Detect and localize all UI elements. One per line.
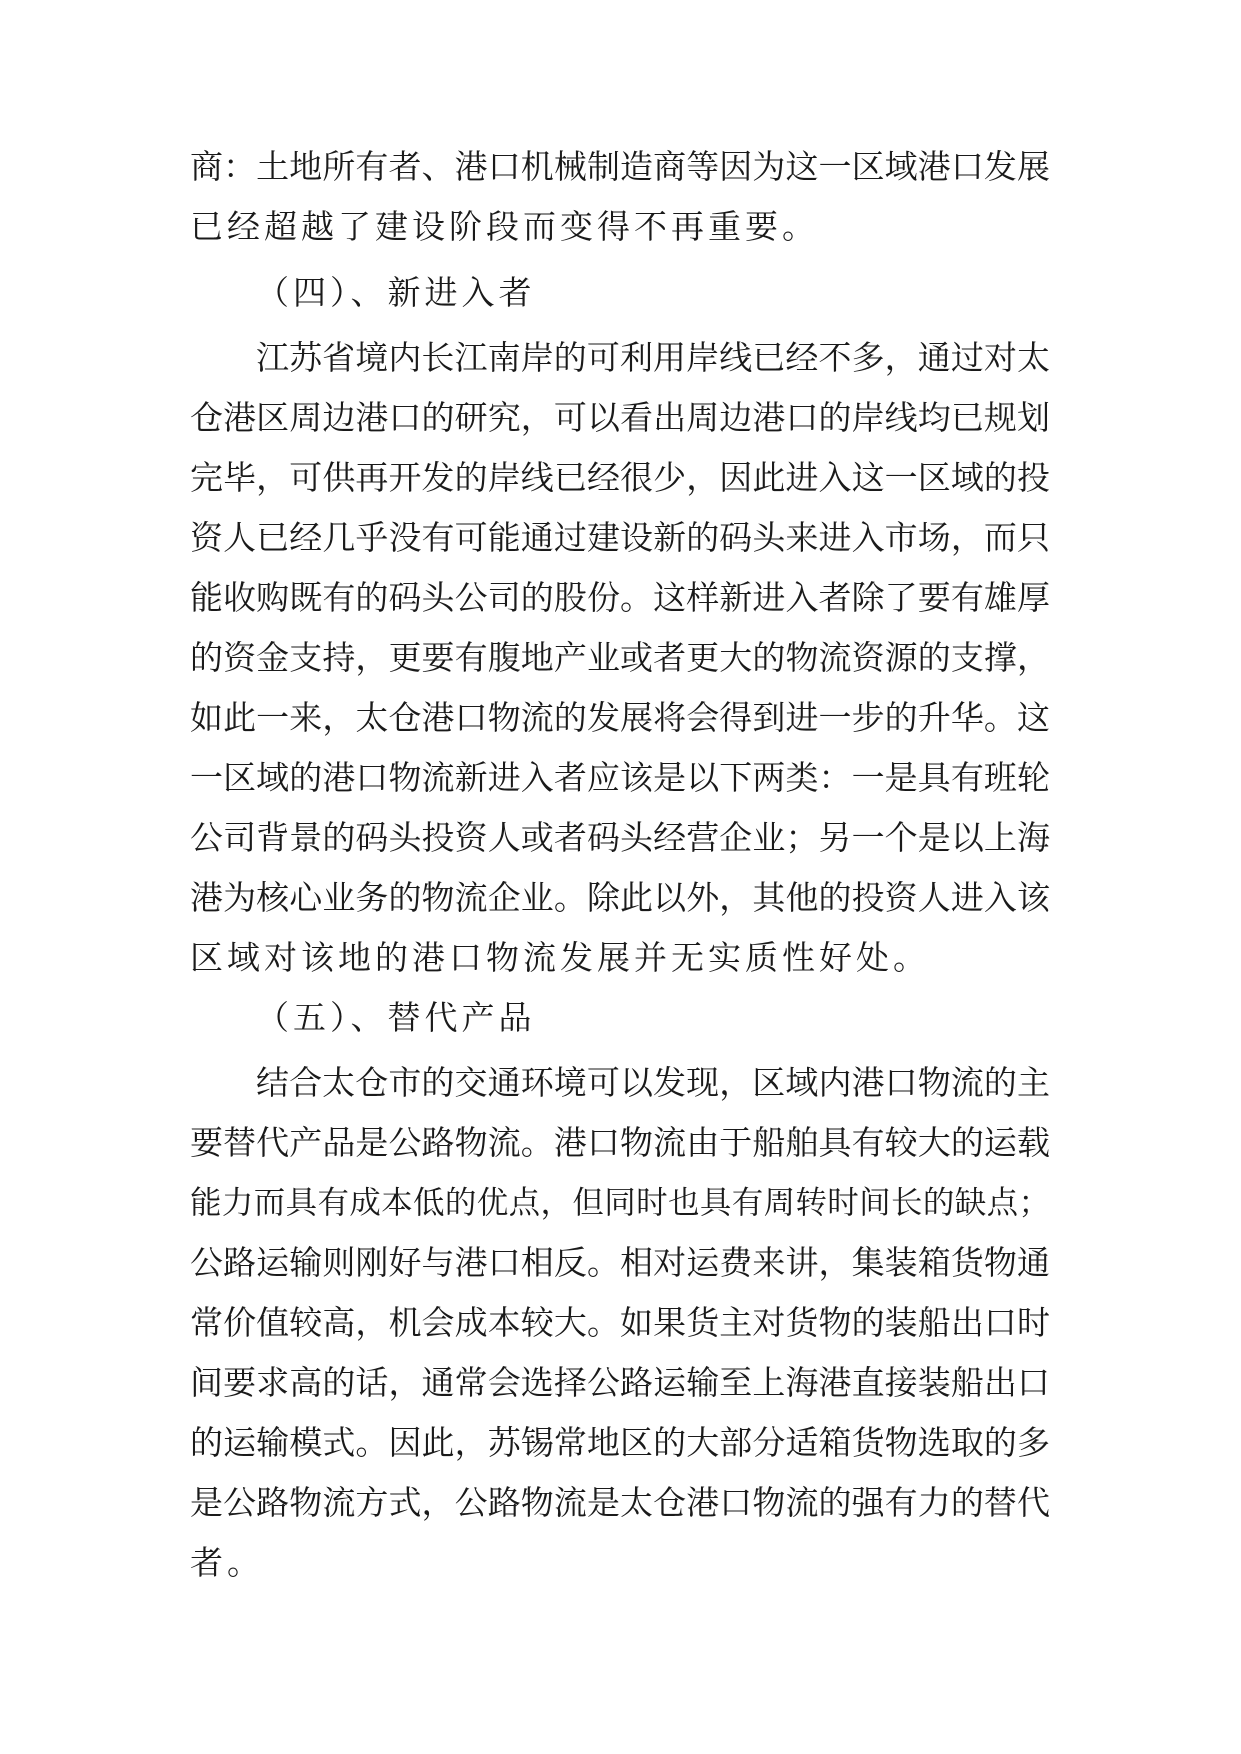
body-text-line: 港为核心业务的物流企业。除此以外，其他的投资人进入该 xyxy=(190,878,1050,917)
body-text-line: 的运输模式。因此，苏锡常地区的大部分适箱货物选取的多 xyxy=(190,1423,1050,1462)
body-text-line: 间要求高的话，通常会选择公路运输至上海港直接装船出口 xyxy=(190,1363,1050,1402)
body-text-line: 已经超越了建设阶段而变得不再重要。 xyxy=(190,207,819,246)
body-text-line: 的资金支持，更要有腹地产业或者更大的物流资源的支撑， xyxy=(190,638,1050,677)
section-heading: （四）、新进入者 xyxy=(256,273,536,312)
body-text-line: 完毕，可供再开发的岸线已经很少，因此进入这一区域的投 xyxy=(190,458,1050,497)
body-text-line: 公司背景的码头投资人或者码头经营企业；另一个是以上海 xyxy=(190,818,1050,857)
body-text-line: 者。 xyxy=(190,1543,264,1582)
body-text-line: 能收购既有的码头公司的股份。这样新进入者除了要有雄厚 xyxy=(190,578,1050,617)
body-text-line: 如此一来，太仓港口物流的发展将会得到进一步的升华。这 xyxy=(190,698,1050,737)
body-text-line: 资人已经几乎没有可能通过建设新的码头来进入市场，而只 xyxy=(190,518,1050,557)
body-text-line: 常价值较高，机会成本较大。如果货主对货物的装船出口时 xyxy=(190,1303,1050,1342)
body-text-line: 一区域的港口物流新进入者应该是以下两类：一是具有班轮 xyxy=(190,758,1050,797)
body-text-line: 要替代产品是公路物流。港口物流由于船舶具有较大的运载 xyxy=(190,1123,1050,1162)
section-heading: （五）、替代产品 xyxy=(256,998,536,1037)
body-text-line: 区域对该地的港口物流发展并无实质性好处。 xyxy=(190,938,930,977)
body-text-line: 公路运输则刚好与港口相反。相对运费来讲，集装箱货物通 xyxy=(190,1243,1050,1282)
body-text-line: 江苏省境内长江南岸的可利用岸线已经不多，通过对太 xyxy=(256,338,1050,377)
body-text-line: 商：土地所有者、港口机械制造商等因为这一区域港口发展 xyxy=(190,147,1050,186)
body-text-line: 结合太仓市的交通环境可以发现，区域内港口物流的主 xyxy=(256,1063,1050,1102)
body-text-line: 能力而具有成本低的优点，但同时也具有周转时间长的缺点； xyxy=(190,1185,1050,1221)
body-text-line: 仓港区周边港口的研究，可以看出周边港口的岸线均已规划 xyxy=(190,398,1050,437)
body-text-line: 是公路物流方式，公路物流是太仓港口物流的强有力的替代 xyxy=(190,1483,1050,1522)
